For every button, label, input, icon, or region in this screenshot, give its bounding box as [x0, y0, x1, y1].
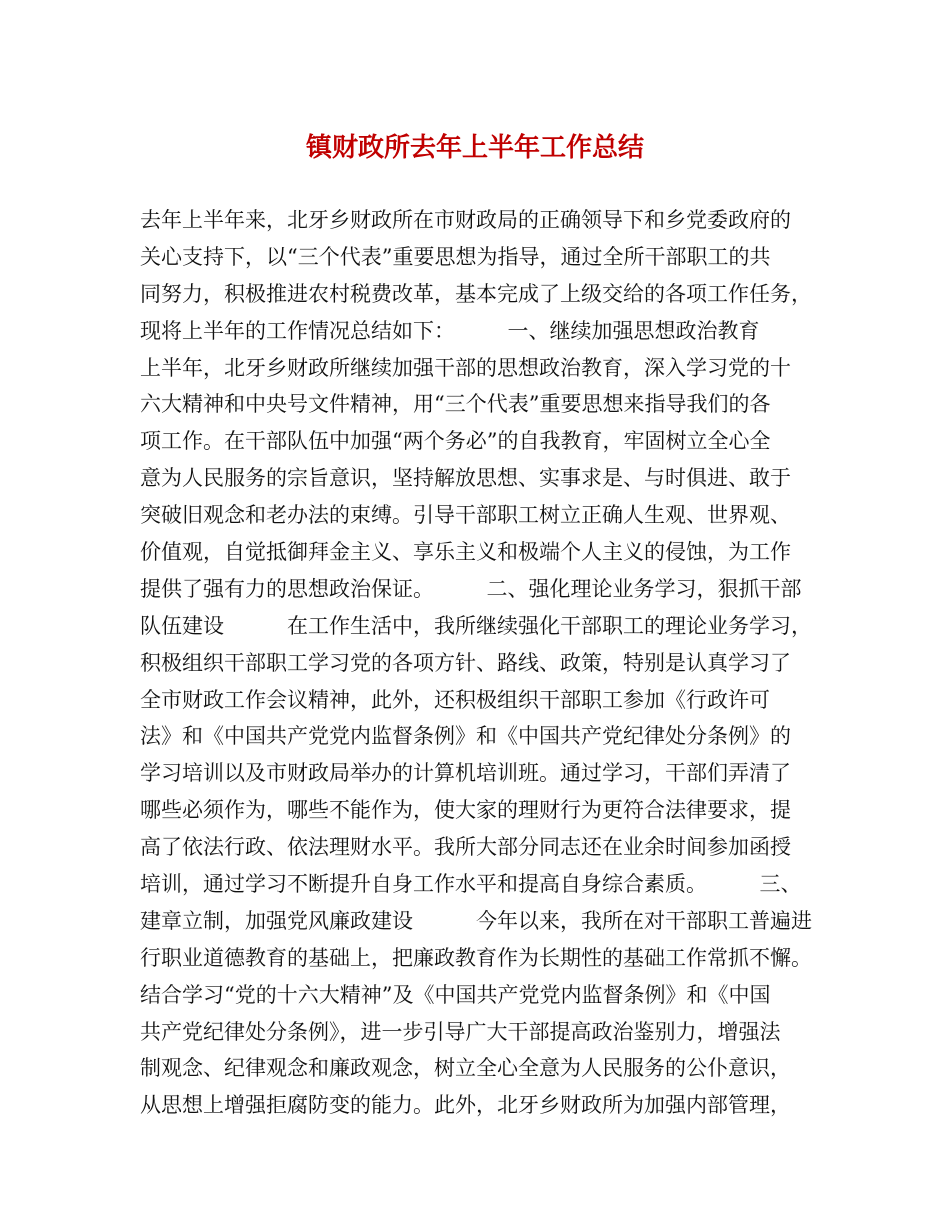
body-line: 从思想上增强拒腐防变的能力。此外，北牙乡财政所为加强内部管理，: [140, 1093, 791, 1118]
body-line: 同努力，积极推进农村税费改革，基本完成了上级交给的各项工作任务，: [140, 281, 812, 306]
body-line: 全市财政工作会议精神，此外，还积极组织干部职工参加《行政许可: [140, 687, 770, 712]
body-line: 学习培训以及市财政局举办的计算机培训班。通过学习，干部们弄清了: [140, 761, 791, 786]
body-line: 队伍建设 在工作生活中，我所继续强化干部职工的理论业务学习，: [140, 613, 812, 638]
body-line: 制观念、纪律观念和廉政观念，树立全心全意为人民服务的公仆意识，: [140, 1056, 791, 1081]
body-line: 去年上半年来，北牙乡财政所在市财政局的正确领导下和乡党委政府的: [140, 208, 791, 232]
body-line: 现将上半年的工作情况总结如下： 一、继续加强思想政治教育: [140, 318, 760, 343]
body-line: 共产党纪律处分条例》，进一步引导广大干部提高政治鉴别力，增强法: [140, 1019, 781, 1044]
body-line: 突破旧观念和老办法的束缚。引导干部职工树立正确人生观、世界观、: [140, 503, 791, 528]
body-line: 法》和《中国共产党党内监督条例》和《中国共产党纪律处分条例》的: [140, 724, 791, 749]
body-line: 上半年，北牙乡财政所继续加强干部的思想政治教育，深入学习党的十: [140, 355, 791, 380]
body-line: 关心支持下，以“三个代表”重要思想为指导，通过全所干部职工的共: [140, 244, 771, 269]
body-line: 六大精神和中央号文件精神，用“三个代表”重要思想来指导我们的各: [140, 392, 771, 417]
body-line: 结合学习“党的十六大精神”及《中国共产党党内监督条例》和《中国: [140, 982, 771, 1007]
body-line: 提供了强有力的思想政治保证。 二、强化理论业务学习，狠抓干部: [140, 576, 802, 601]
body-line: 培训，通过学习不断提升自身工作水平和提高自身综合素质。 三、: [140, 872, 802, 897]
body-line: 积极组织干部职工学习党的各项方针、路线、政策，特别是认真学习了: [140, 650, 791, 675]
body-line: 高了依法行政、依法理财水平。我所大部分同志还在业余时间参加函授: [140, 835, 791, 860]
body-line: 项工作。在干部队伍中加强“两个务必”的自我教育，牢固树立全心全: [140, 429, 771, 454]
body-line: 建章立制，加强党风廉政建设 今年以来，我所在对干部职工普遍进: [140, 908, 812, 933]
document-body: [140, 202, 830, 1124]
body-line: 哪些必须作为，哪些不能作为，使大家的理财行为更符合法律要求，提: [140, 798, 791, 823]
body-line: 价值观，自觉抵御拜金主义、享乐主义和极端个人主义的侵蚀，为工作: [140, 540, 791, 565]
body-line: 意为人民服务的宗旨意识，坚持解放思想、实事求是、与时俱进、敢于: [140, 466, 791, 491]
body-line: 行职业道德教育的基础上，把廉政教育作为长期性的基础工作常抓不懈。: [140, 945, 812, 970]
document-title: 镇财政所去年上半年工作总结: [305, 133, 644, 163]
